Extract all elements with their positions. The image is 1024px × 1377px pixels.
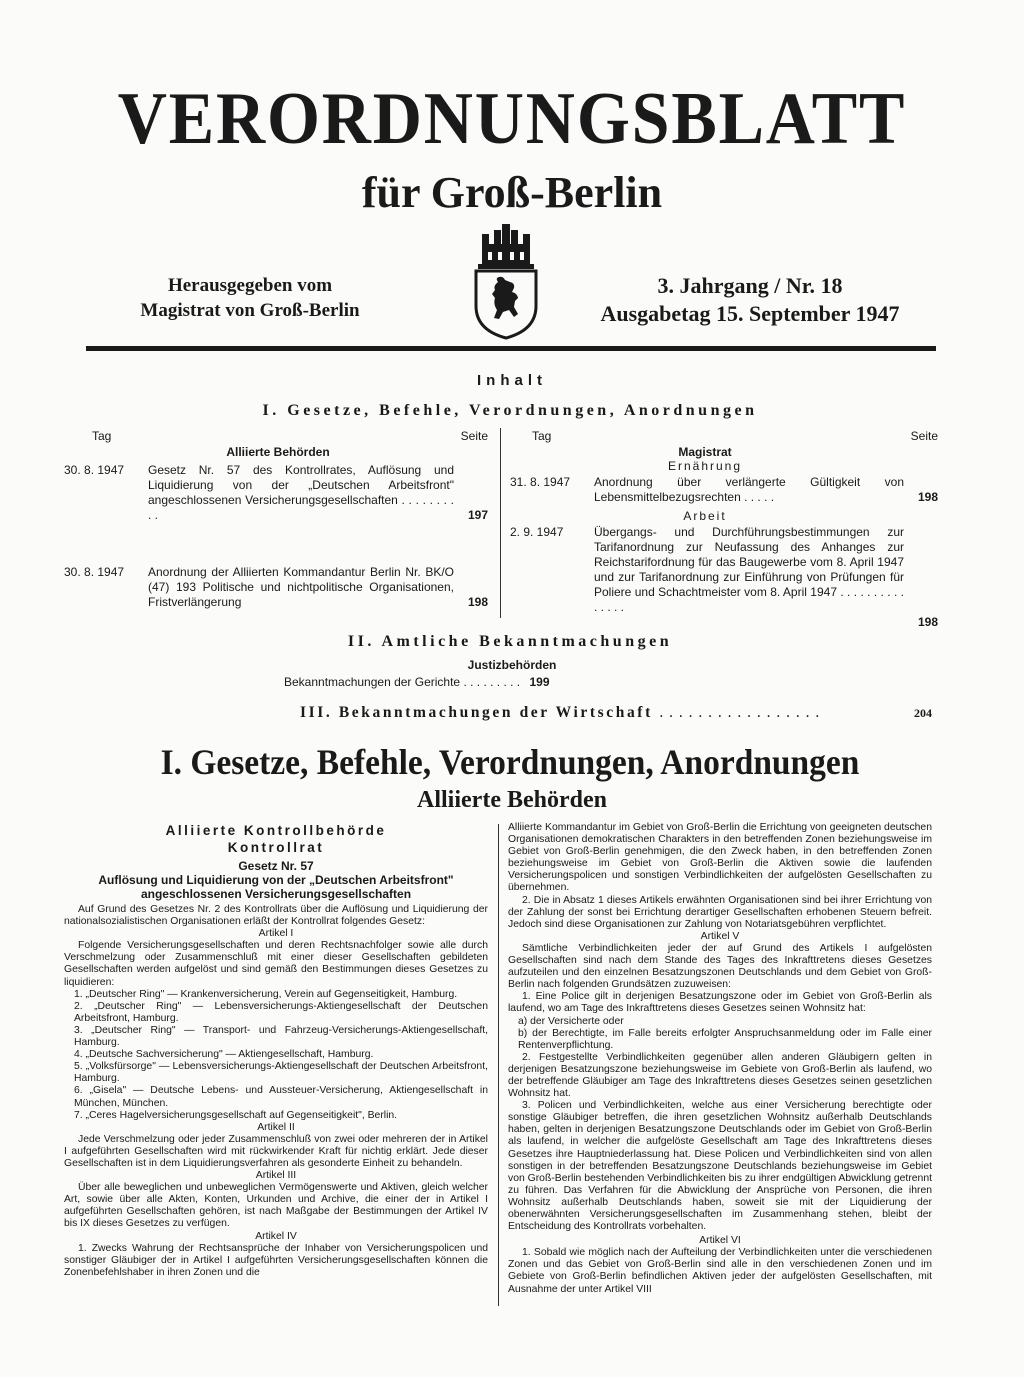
article-heading: Artikel I bbox=[258, 928, 294, 940]
toc-section-3-dots: . . . . . . . . . . . . . . . . . bbox=[659, 704, 821, 721]
toc-section-2-entry-text: Bekanntmachungen der Gerichte . . . . . . . . . bbox=[284, 675, 521, 689]
article-title: I. Gesetze, Befehle, Verordnungen, Anordnungen bbox=[160, 742, 860, 782]
toc-section-3-page: 204 bbox=[914, 706, 932, 720]
authority-heading: Alliierte Kontrollbehörde bbox=[165, 823, 387, 838]
toc-left-authority: Alliierte Behörden bbox=[226, 445, 330, 459]
toc-entry-text: Gesetz Nr. 57 des Kontrollrates, Auflösung und Liquidierung von der „Deutschen Arbeitsfront" angeschlossenen Versicherungsgesellschaften . . . . . . . . . . bbox=[148, 463, 454, 522]
list-item: 1. „Deutscher Ring" — Krankenversicherung, Verein auf Gegenseitigkeit, Hamburg. bbox=[74, 988, 458, 1000]
article-right-column bbox=[508, 822, 932, 1296]
toc-entry-page: 198 bbox=[467, 595, 488, 609]
toc-left-col-tag: Tag bbox=[92, 429, 112, 443]
list-item: b) der Berechtigte, im Falle bereits erfolgter Anspruchsanmeldung oder im Falle einer Rentenverpflichtung. bbox=[518, 1027, 932, 1051]
toc-entry-date: 30. 8. 1947 bbox=[64, 565, 125, 579]
toc-left-column bbox=[64, 429, 492, 625]
toc-entry-date: 2. 9. 1947 bbox=[510, 525, 564, 539]
article-text: Folgende Versicherungsgesellschaften und deren Rechtsnachfolger sowie alle durch Verschmelzung oder Zusammenschluß mit einer dieser Gesellschaften gebildeten Gesellschaften werden aufgelöst und sind gemäß den Bestimmungen dieses Gesetzes zu liquidieren: bbox=[64, 940, 488, 988]
toc-section-3-label: III. Bekanntmachungen der Wirtschaft bbox=[300, 704, 653, 721]
list-item: 5. „Volksfürsorge" — Lebensversicherungs-Aktiengesellschaft der Deutschen Arbeitsfront, Hamburg. bbox=[74, 1061, 488, 1085]
article-heading: Artikel III bbox=[255, 1170, 297, 1182]
article-text: 1. Zwecks Wahrung der Rechtsansprüche der Inhaber von Versicherungspolicen und sonstiger Gläubiger der in Artikel I aufgeführten Versicherungsgesellschaften können die Zonenbefehlshaber in ihren Zonen und die bbox=[64, 1242, 488, 1278]
article-text: 1. Eine Police gilt in derjenigen Besatzungszone oder im Gebiet von Groß-Berlin als laufend, wo am Tage des Inkrafttretens dieses Gesetzes seinen Wohnsitz hat: bbox=[508, 991, 932, 1015]
toc-entry bbox=[64, 463, 492, 553]
article-heading: Artikel VI bbox=[699, 1235, 741, 1247]
toc-entry-page: 198 bbox=[917, 615, 938, 629]
toc-entry-text: Anordnung über verlängerte Gültigkeit von Lebensmittelbezugsrechten . . . . . bbox=[594, 475, 904, 504]
toc-entry-page: 198 bbox=[917, 490, 938, 504]
toc-right-sub-ernaehrung: Ernährung bbox=[667, 459, 743, 473]
toc-heading: Inhalt bbox=[477, 372, 547, 389]
article-heading: Artikel II bbox=[257, 1121, 295, 1133]
article-text: 2. Festgestellte Verbindlichkeiten gegenüber allen anderen Gläubigern gelten in derjenigen Besatzungszone beziehungsweise im Gebiete von Groß-Berlin als laufend, wo der betreffende Gläubiger am Tage des Inkrafttretens dieses Gesetzes seinen gesetzlichen Wohnsitz hat. bbox=[508, 1051, 932, 1100]
toc-right-column bbox=[510, 429, 940, 630]
column-divider bbox=[498, 824, 499, 1306]
article-text: Alliierte Kommandantur im Gebiet von Groß-Berlin die Errichtung von geeigneten deutschen Organisationen demokratischen Charakters in den betreffenden Zonen beziehungsweise im Gebiet von Groß-Berlin genehmigen, die den Zweck haben, in den betreffenden Zonen beziehungsweise im Gebiet von Groß-Berlin die Aktiven sowie die laufenden Versicherungspolicen und sonstigen Verbindlichkeiten der aufgelösten Gesellschaften zu übernehmen. bbox=[508, 822, 932, 894]
issue-block bbox=[580, 272, 920, 328]
law-intro: Auf Grund des Gesetzes Nr. 2 des Kontrollrats über die Auflösung und Liquidierung der nationalsozialistischen Organisationen erläßt der Kontrollrat folgendes Gesetz: bbox=[64, 904, 488, 928]
toc-entry bbox=[510, 525, 940, 630]
council-heading: Kontrollrat bbox=[227, 840, 325, 855]
toc-entry-text: Anordnung der Alliierten Kommandantur Berlin Nr. BK/O (47) 193 Politische und nichtpolitische Organisationen, Fristverlängerung bbox=[148, 565, 454, 609]
masthead-rule bbox=[86, 346, 936, 351]
toc-section-2: II. Amtliche Bekanntmachungen bbox=[347, 633, 673, 650]
toc-right-authority: Magistrat bbox=[678, 445, 732, 459]
list-item: 3. „Deutscher Ring" — Transport- und Fahrzeug-Versicherungs-Aktiengesellschaft, Hamburg. bbox=[74, 1024, 488, 1049]
toc-right-col-tag: Tag bbox=[532, 429, 552, 443]
article-left-column bbox=[64, 822, 488, 1279]
toc-entry-date: 31. 8. 1947 bbox=[510, 475, 571, 489]
article-subtitle: Alliierte Behörden bbox=[417, 787, 607, 813]
toc-entry-date: 30. 8. 1947 bbox=[64, 463, 125, 477]
toc-entry-page: 197 bbox=[467, 508, 488, 522]
list-item: 4. „Deutsche Sachversicherung" — Aktiengesellschaft, Hamburg. bbox=[74, 1049, 374, 1061]
issue-line-1: 3. Jahrgang / Nr. 18 bbox=[657, 273, 843, 298]
article-text: Über alle beweglichen und unbeweglichen Vermögenswerte und Aktiven, gleich welcher Art, sowie über alle Akten, Konten, Urkunden und Archive, die einer der in Artikel I aufgeführten Gesellschaften gehören, ist nach Maßgabe der Bestimmungen der Artikel IV bis IX dieses Gesetzes zu verfügen. bbox=[64, 1182, 488, 1230]
toc-section-3 bbox=[300, 704, 940, 722]
list-item: a) der Versicherte oder bbox=[518, 1015, 624, 1027]
list-item: 6. „Gisela" — Deutsche Lebens- und Aussteuer-Versicherung, Aktiengesellschaft in München, München. bbox=[74, 1085, 488, 1109]
publisher-line-2: Magistrat von Groß-Berlin bbox=[140, 300, 360, 321]
list-item: 2. „Deutscher Ring" — Lebensversicherungs-Aktiengesellschaft der Deutschen Arbeitsfront, Hamburg. bbox=[74, 1000, 488, 1024]
article-heading: Artikel V bbox=[700, 930, 740, 942]
toc-entry bbox=[510, 475, 940, 507]
toc-section-1: I. Gesetze, Befehle, Verordnungen, Anordnungen bbox=[262, 402, 758, 419]
article-text: 3. Policen und Verbindlichkeiten, welche aus einer Versicherung berechtigte oder sonstige Gläubiger betreffen, die ihren gesetzlichen Wohnsitz außerhalb Deutschlands haben, gelten in derjenigen Besatzungszone Deutschlands oder im Gebiet von Groß-Berlin als laufend, in welcher die aufgelöste Gesellschaft am Tage des Inkrafttretens dieses Gesetzes ihre Hauptniederlassung hat. Diese Policen und Verbindlichkeiten sind von allen sonstigen in der betreffenden Besatzungszone Deutschlands beziehungsweise im Gebiet von Groß-Berlin bestehenden Verbindlichkeiten bis zu ihrer endgültigen Abwicklung getrennt zu führen. Das Verfahren für die Abwicklung der Ansprüche von Personen, die ihren Wohnsitz außerhalb Deutschlands haben, soweit sie mit der Liquidierung der obenerwähnten Versicherungsgesellschaften im Zusammenhang stehen, bleibt der Entscheidung des Kontrollrats vorbehalten. bbox=[508, 1100, 932, 1233]
toc-entry-text: Übergangs- und Durchführungsbestimmungen zur Tarifanordnung zur Neufassung des Anhanges zur Reichstarifordnung für das Baugewerbe vom 8. April 1947 und zur Tarifanordnung zur Einführung von Prüfungen für Poliere und Schachtmeister vom 8. April 1947 . . . . . . . . . . . . . . . bbox=[594, 525, 904, 614]
article-text: 1. Sobald wie möglich nach der Aufteilung der Verbindlichkeiten unter die verschiedenen Zonen und das Gebiet von Groß-Berlin sind alle in den verschiedenen Zonen und im Gebiete von Groß-Berlin befindlichen Aktiven jeder der aufgelösten Gesellschaften, mit Ausnahme der unter Artikel VIII bbox=[508, 1247, 932, 1295]
article-text: Jede Verschmelzung oder jeder Zusammenschluß von zwei oder mehreren der in Artikel I aufgeführten Gesellschaften wird mit rückwirkender Kraft für nichtig erklärt. Jede dieser Gesellschaften ist in dem Liquidierungsverfahren als gesonderte Einheit zu behandeln. bbox=[64, 1133, 488, 1169]
law-number: Gesetz Nr. 57 bbox=[238, 859, 314, 873]
toc-right-sub-arbeit: Arbeit bbox=[683, 509, 727, 523]
article-text: 2. Die in Absatz 1 dieses Artikels erwähnten Organisationen sind bei ihrer Errichtung von der Zahlung der sonst bei Errichtung derartiger Gesellschaften erhobenen Steuern befreit. Jedoch sind diese Organisationen zur Zahlung von Notariatsgebühren verpflichtet. bbox=[508, 894, 932, 930]
article-text: Sämtliche Verbindlichkeiten jeder der auf Grund des Artikels I aufgelösten Gesellschaften sind nach dem Stande des Tages des Inkrafttretens dieses Gesetzes aufzuteilen und den einzelnen Besatzungszonen Deutschlands und dem Gebiet von Groß-Berlin nach folgenden Grundsätzen zuzuweisen: bbox=[508, 942, 932, 991]
masthead-title: VERORDNUNGSBLATT bbox=[117, 78, 907, 160]
toc-section-2-entry bbox=[284, 675, 724, 690]
issue-line-2: Ausgabetag 15. September 1947 bbox=[600, 301, 900, 326]
berlin-bear-crest-icon bbox=[468, 222, 544, 340]
list-item: 7. „Ceres Hagelversicherungsgesellschaft auf Gegenseitigkeit", Berlin. bbox=[74, 1109, 398, 1121]
toc-entry bbox=[64, 565, 492, 625]
toc-right-col-seite: Seite bbox=[910, 429, 938, 443]
publisher-line-1: Herausgegeben vom bbox=[167, 275, 333, 296]
toc-section-2-entry-page: 199 bbox=[529, 675, 550, 689]
toc-section-2-authority: Justizbehörden bbox=[467, 658, 557, 672]
publisher-block bbox=[110, 273, 390, 323]
article-heading: Artikel IV bbox=[255, 1230, 297, 1242]
law-title: Auflösung und Liquidierung von der „Deutschen Arbeitsfront" angeschlossenen Versicherungsgesellschaften bbox=[98, 873, 454, 901]
masthead-subtitle: für Groß-Berlin bbox=[361, 168, 663, 217]
toc-left-col-seite: Seite bbox=[460, 429, 488, 443]
